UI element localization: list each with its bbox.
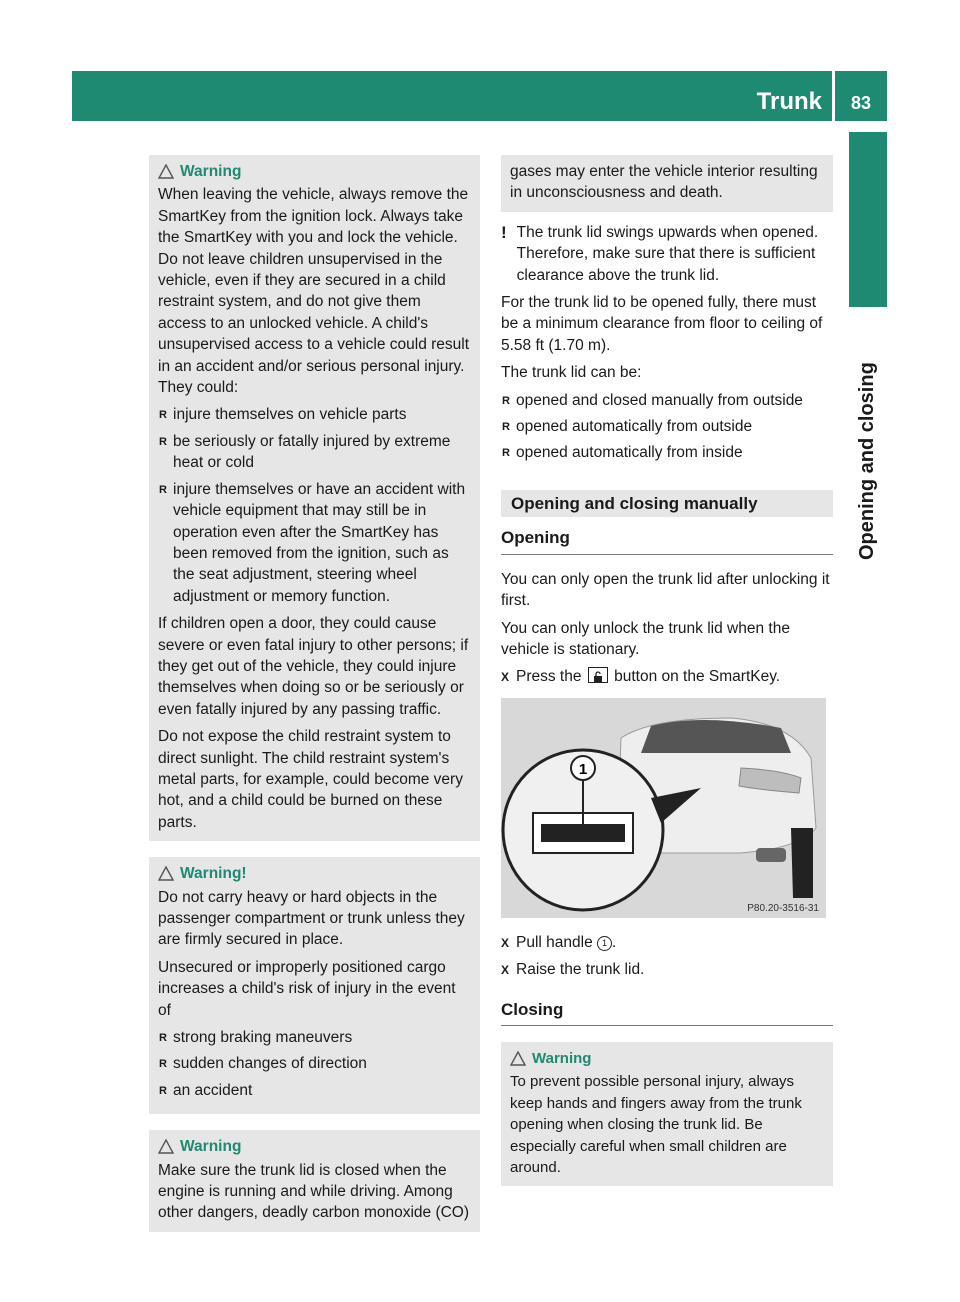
warning-paragraph: Unsecured or improperly positioned cargo increases a child's risk of injury in the event of <box>158 958 456 1019</box>
list-item: R opened and closed manually from outside <box>501 390 833 411</box>
paragraph: You can only open the trunk lid after unlocking it first. <box>501 570 830 610</box>
step-text: Pull handle <box>516 933 593 951</box>
list-item: R opened automatically from inside <box>501 442 833 463</box>
page-title: Trunk <box>756 88 822 115</box>
list-item: R injure themselves on vehicle parts <box>158 404 472 425</box>
caution-icon: ! <box>501 222 507 242</box>
warning-box-3-continued <box>501 155 833 212</box>
warning-box-4 <box>501 1042 833 1186</box>
warning-title <box>158 161 472 182</box>
warning-title-text: Warning <box>180 1138 242 1156</box>
step-item <box>501 666 833 687</box>
paragraph: You can only unlock the trunk lid when the vehicle is stationary. <box>501 619 790 658</box>
warning-bullets <box>158 1027 472 1101</box>
car-rear-illustration <box>501 698 826 918</box>
warning-paragraph: When leaving the vehicle, always remove the SmartKey from the ignition lock. Always take the SmartKey with you and lock the vehicle. Do not leave children unsupervised in the vehicle, even if they are secured in a child restraint system, and do not give them access to an unlocked vehicle. A child's unsupervised access to a vehicle could result in an accident and/or serious personal injury. They could: <box>158 186 470 397</box>
warning-paragraph: To prevent possible personal injury, always keep hands and fingers away from the trunk opening when closing the trunk lid. Be especially careful when small children are around. <box>510 1073 802 1176</box>
options-list <box>501 390 833 464</box>
step-text: . <box>612 933 617 951</box>
caution-note <box>501 222 833 286</box>
list-item: R strong braking maneuvers <box>158 1027 472 1048</box>
subsection-title: Opening <box>501 527 833 554</box>
paragraph: The trunk lid can be: <box>501 364 642 382</box>
subsection-title: Closing <box>501 999 833 1026</box>
left-column <box>149 155 480 1232</box>
warning-paragraph: Do not carry heavy or hard objects in the passenger compartment or trunk unless they are firmly secured in place. <box>158 888 465 949</box>
right-column <box>501 155 833 1186</box>
steps <box>501 666 833 687</box>
step-item: X Raise the trunk lid. <box>501 959 833 980</box>
side-label <box>844 310 892 560</box>
unlock-key-icon <box>588 667 608 683</box>
caution-text: The trunk lid swings upwards when opened. Therefore, make sure that there is sufficient clearance above the trunk lid. <box>516 223 819 284</box>
warning-title <box>510 1048 825 1069</box>
warning-title-text: Warning <box>532 1049 592 1067</box>
side-label-text: Opening and closing <box>856 362 878 560</box>
callout-reference: 1 <box>597 936 612 951</box>
step-text: button on the SmartKey. <box>614 668 781 686</box>
warning-title <box>158 863 472 884</box>
step-text: Press the <box>516 668 582 686</box>
trunk-photo <box>501 698 826 918</box>
warning-box-3 <box>149 1130 480 1232</box>
list-item: R be seriously or fatally injured by extreme heat or cold <box>158 431 472 474</box>
side-tab <box>849 132 887 307</box>
steps <box>501 932 833 981</box>
callout-number: 1 <box>578 760 588 778</box>
photo-label: P80.20-3516-31 <box>747 902 819 914</box>
warning-bullets <box>158 404 472 607</box>
list-item: R opened automatically from outside <box>501 416 833 437</box>
list-item: R an accident <box>158 1080 472 1101</box>
step-item <box>501 932 833 953</box>
warning-paragraph: Do not expose the child restraint system to direct sunlight. The child restraint system's metal parts, for example, could become very hot, and a child could be burned on these parts. <box>158 728 463 831</box>
warning-title <box>158 1136 472 1157</box>
warning-box-1 <box>149 155 480 841</box>
warning-paragraph: gases may enter the vehicle interior resulting in unconsciousness and death. <box>510 163 818 202</box>
warning-icon <box>158 866 174 881</box>
warning-icon <box>158 1139 174 1154</box>
warning-title-text: Warning <box>180 163 242 180</box>
list-item: R injure themselves or have an accident with vehicle equipment that may still be in operation even after the SmartKey has been removed from the ignition, such as the seat adjustment, steering wheel adjustment or memory function. <box>158 479 472 607</box>
warning-icon <box>158 164 174 179</box>
page-number: 83 <box>835 71 887 121</box>
warning-icon <box>510 1051 526 1066</box>
warning-paragraph: If children open a door, they could cause severe or even fatal injury to other persons; if they get out of the vehicle, they could injure themselves when doing so or be seriously or even fatally injured by any passing traffic. <box>158 615 469 718</box>
paragraph: For the trunk lid to be opened fully, there must be a minimum clearance from floor to ceiling of 5.58 ft (1.70 m). <box>501 294 823 354</box>
list-item: R sudden changes of direction <box>158 1053 472 1074</box>
section-title: Opening and closing manually <box>501 490 833 517</box>
warning-box-2 <box>149 857 480 1114</box>
warning-title-text: Warning! <box>180 865 247 883</box>
warning-paragraph: Make sure the trunk lid is closed when the engine is running and while driving. Among other dangers, deadly carbon monoxide (CO) <box>158 1161 470 1222</box>
header-bar <box>72 71 832 121</box>
